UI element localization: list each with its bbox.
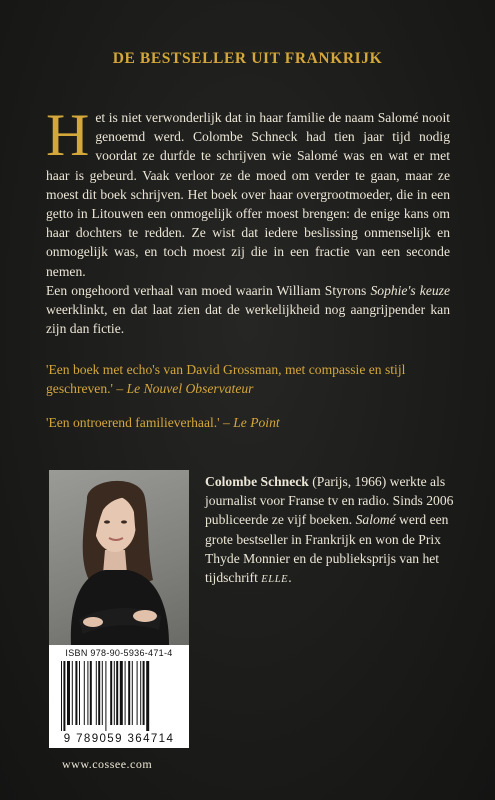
author-photo: [49, 470, 189, 645]
author-portrait-illustration: [49, 470, 189, 645]
author-name: Colombe Schneck: [205, 474, 309, 489]
barcode-bars: [61, 661, 177, 731]
review-quote-1: [46, 360, 450, 398]
publisher-website[interactable]: www.cossee.com: [62, 757, 153, 771]
quote-text: 'Een boek met echo's van David Grossman, met compassie en stijl geschreven.': [46, 362, 406, 396]
quote-dash: –: [113, 381, 127, 396]
blurb-book-title: Sophie's keuze: [370, 282, 450, 298]
isbn-label: ISBN 978-90-5936-471-4: [65, 648, 173, 658]
blurb-text-2a: Een ongehoord verhaal van moed waarin William Styrons: [46, 282, 371, 298]
author-bio-text-1: (Parijs, 1966) werkte als journalist voor Franse tv en radio. Sinds 2006 publiceerde ze vijf boeken.: [205, 474, 454, 528]
headline: DE BESTSELLER UIT FRANKRIJK: [112, 50, 383, 67]
author-book-title: Salomé: [355, 512, 396, 528]
ean-number: 9 789059 364714: [63, 733, 175, 745]
blurb-text-1: et is niet verwonderlijk dat in haar familie de naam Salomé nooit genoemd werd. Colombe Schneck had tien jaar tijd nodig voordat ze durfde te schrijven wie Salomé was en wat er met haar is gebeurd. Vaak verloor ze de moed om verder te gaan, maar ze moest dit boek schrijven. Het boek over haar overgrootmoeder, die in een getto in Litouwen een onmogelijk offer moest brengen: de enige kans om haar dochters te redden. Ze wist dat iedere beslissing onmenselijk en onmogelijk was, en toch moest zij die in een fractie van een seconde nemen.: [46, 110, 450, 279]
quote-text: 'Een ontroerend familieverhaal.': [46, 415, 220, 430]
quote-source: Le Point: [233, 415, 280, 430]
dropcap: H: [46, 102, 90, 168]
barcode: [49, 645, 189, 748]
quote-source: Le Nouvel Observateur: [126, 381, 254, 396]
blurb-text-2b: weerklinkt, en dat laat zien dat de werkelijkheid nog aangrijpender kan zijn dan fictie.: [46, 302, 450, 337]
blurb: [46, 102, 450, 338]
review-quote-2: [46, 413, 450, 432]
blurb-paragraph-2: [46, 281, 450, 339]
blurb-paragraph-1: [46, 102, 450, 281]
magazine-name: ELLE: [261, 574, 289, 586]
author-bio: [205, 472, 455, 589]
quote-dash: –: [219, 415, 234, 430]
author-bio-text-2: werd een grote bestseller in Frankrijk en won de Prix Thyde Monnier en de publieksprijs van het tijdschrift: [205, 512, 449, 586]
author-bio-end: .: [288, 570, 292, 586]
